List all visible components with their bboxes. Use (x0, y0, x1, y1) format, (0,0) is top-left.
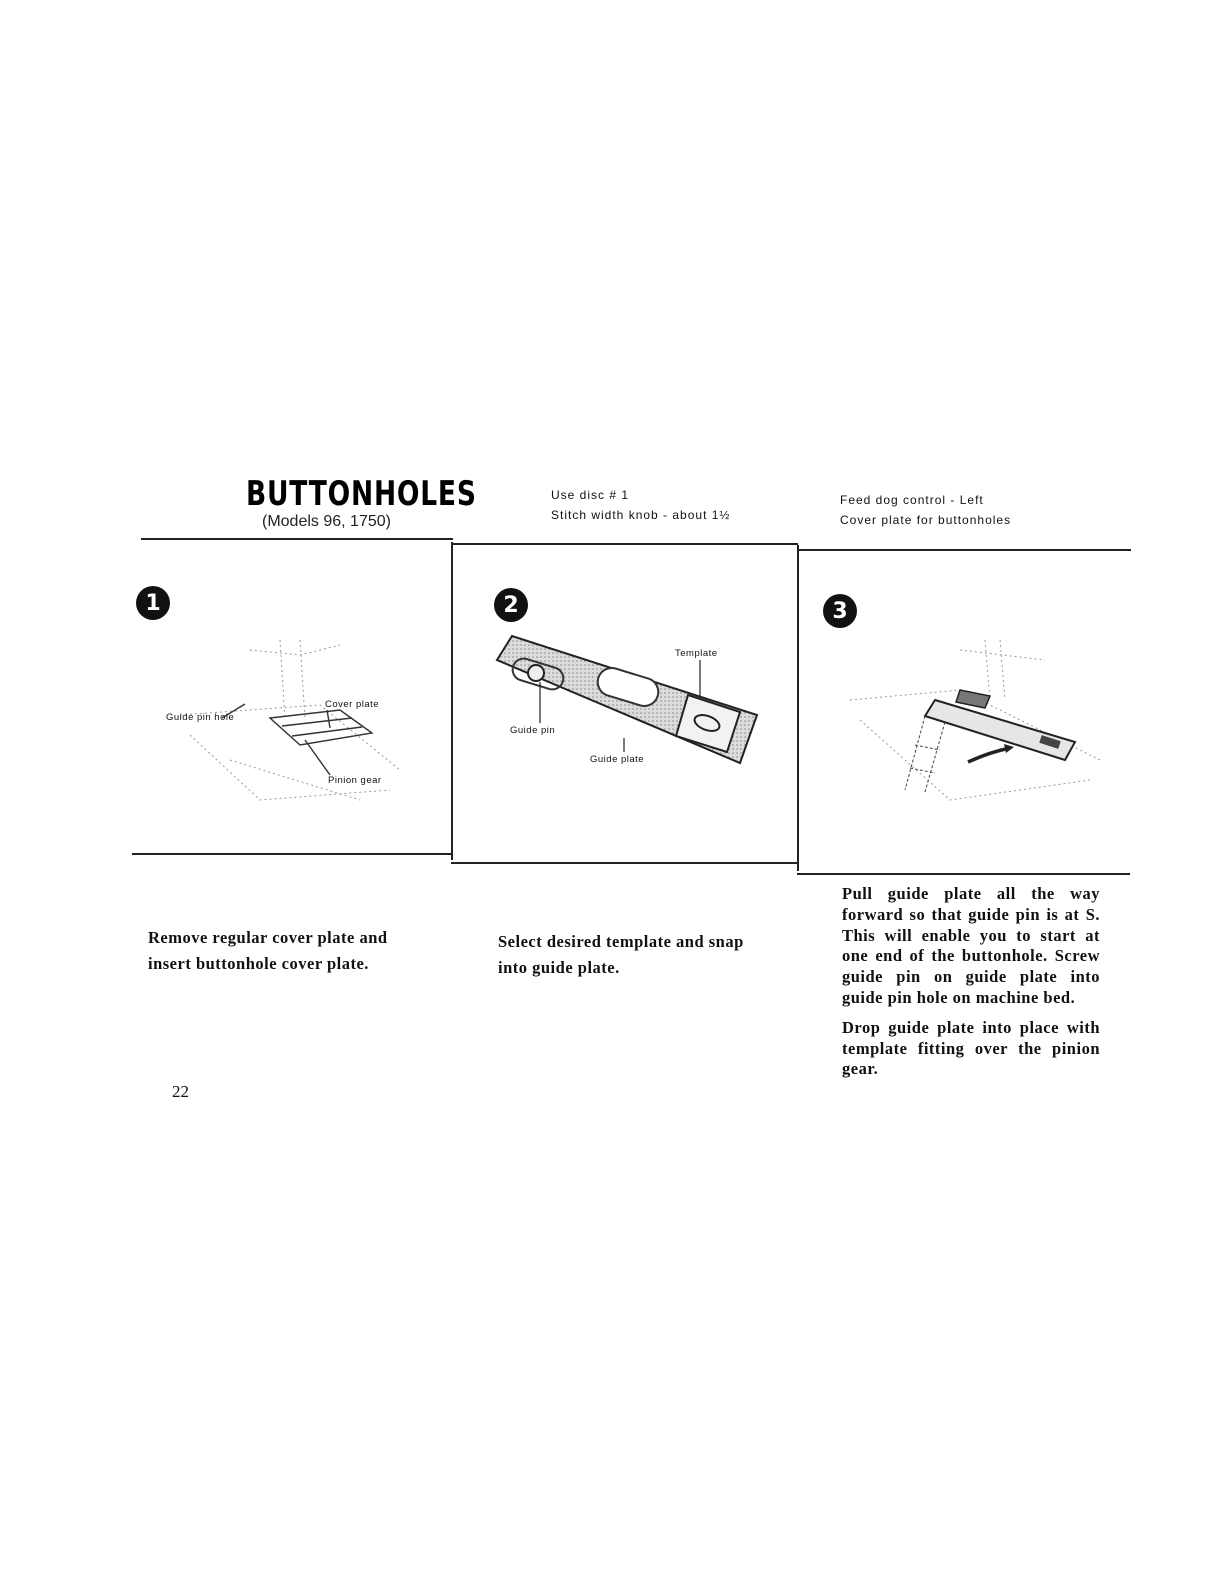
step-3-text (842, 884, 1100, 1080)
requirement-disc: Use disc # 1 (551, 488, 630, 502)
step-3-paragraph-2: Drop guide plate into place with template fitting over the pinion gear. (842, 1017, 1100, 1079)
label-cover-plate: Cover plate (325, 699, 380, 710)
step-3-paragraph-1: Pull guide plate all the way forward so that guide pin is at S. This will enable you to start at one end of the buttonhole. Screw guide pin on guide plate into guide pin hole on machine bed. (842, 884, 1100, 1007)
label-template: Template (675, 648, 718, 659)
label-pinion-gear: Pinion gear (328, 775, 382, 786)
step-1-badge: 1 (136, 586, 170, 620)
label-guide-pin-hole: Guide pin hole (166, 712, 235, 723)
label-guide-plate: Guide plate (590, 754, 645, 765)
requirement-cover-plate: Cover plate for buttonholes (840, 513, 1012, 527)
step-1-text (148, 925, 408, 977)
step-1-paragraph: Remove regular cover plate and insert buttonhole cover plate. (148, 928, 388, 973)
step-2-text (498, 929, 758, 981)
page-title: BUTTONHOLES (246, 474, 477, 514)
page-subtitle: (Models 96, 1750) (262, 513, 391, 530)
step-3-badge: 3 (823, 594, 857, 628)
step-2-paragraph: Select desired template and snap into guide plate. (498, 932, 744, 977)
step-2-badge: 2 (494, 588, 528, 622)
requirement-feed-dog: Feed dog control - Left (840, 493, 984, 507)
label-guide-pin: Guide pin (510, 725, 556, 736)
page-number: 22 (172, 1082, 189, 1101)
requirement-stitch-width: Stitch width knob - about 1½ (551, 508, 731, 522)
